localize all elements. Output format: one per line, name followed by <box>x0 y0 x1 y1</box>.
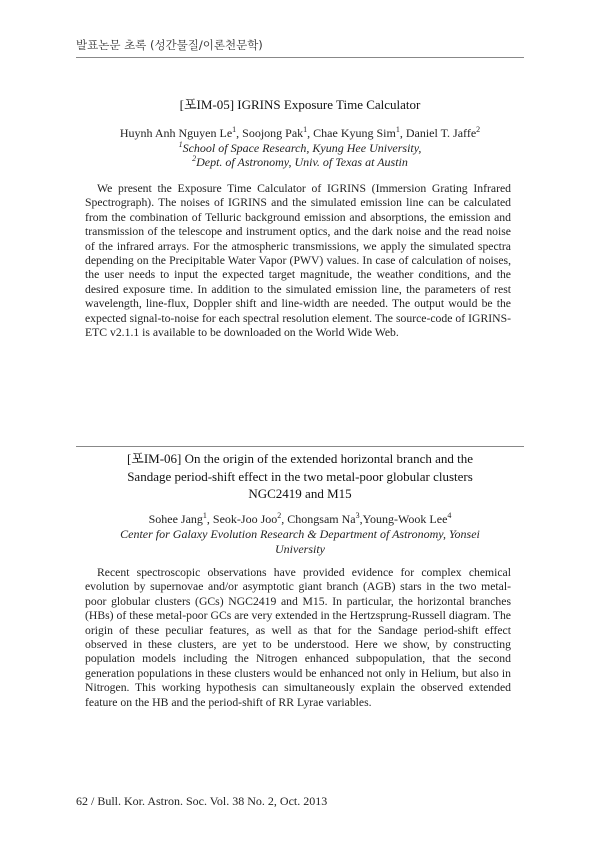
affil-text: Dept. of Astronomy, Univ. of Texas at Austin <box>196 155 408 169</box>
affil-mark: 1 <box>178 140 183 149</box>
title-line: NGC2419 and M15 <box>248 486 352 501</box>
paper-abstract-1: We present the Exposure Time Calculator of IGRINS (Immersion Grating Infrared Spectrograph). The noises of IGRINS and the simulated emission line can be calculated from the combination of Telluric background emission and absorptions, the emission and transmission of the telescope and instrument optics, and the dark noise and the read noise of the infrared arrays. For the atmospheric transmissions, we apply the simulated spectra depending on the Precipitable Water Vapor (PWV) values. In case of calculation of noises, the user needs to input the expected target magnitude, the weather conditions, and the desired exposure time. In addition to the simulated emission line, the parameters of rest wavelength, line-flux, Doppler shift and line-width are needed. The output would be the expected signal-to-noise for each spectral resolution element. The source-code of IGRINS-ETC v2.1.1 is available to be downloaded on the World Wide Web. <box>85 182 511 340</box>
title-line: [포IM-06] On the origin of the extended horizontal branch and the <box>126 451 474 466</box>
author-name: Young-Wook Lee <box>362 512 448 526</box>
affil-mark: 2 <box>192 154 197 163</box>
author-affil-mark: 1 <box>303 125 308 134</box>
paper-affiliation-2 <box>76 155 524 170</box>
paper-authors-1: Huynh Anh Nguyen Le$^1$, Soojong Pak$^1$, Chae Kyung Sim$^1$, Daniel T. Jaffe$^2$ <box>119 125 481 140</box>
author-name: Daniel T. Jaffe <box>405 126 477 140</box>
title-line: Sandage period-shift effect in the two metal-poor globular clusters <box>127 468 473 484</box>
running-header: 발표논문 초록 (성간물질/이론천문학) <box>76 38 263 52</box>
paper-authors-2: Sohee Jang$^1$, Seok-Joo Joo$^2$, Chongsam Na$^3$,Young-Wook Lee$^4$ <box>148 511 452 526</box>
author-name: Seok-Joo Joo <box>212 512 278 526</box>
author-affil-mark: 4 <box>447 511 452 520</box>
section-divider <box>76 446 524 447</box>
author-name: Soojong Pak <box>242 126 304 140</box>
paper-abstract-2: Recent spectroscopic observations have provided evidence for complex chemical evolution by supernovae and/or asymptotic giant branch (AGB) stars in the two metal-poor globular clusters (GCs) NGC2419 and M15. In particular, the horizontal branches (HBs) of these metal-poor GCs are very extended in the Hertzsprung-Russell diagram. The origin of these peculiar features, as well as that for the Sandage period-shift effect observed in these clusters, are yet to be understood. Here we show, by constructing population models including the Nitrogen enhanced subpopulation, that the second generation populations in these clusters would be enhanced not only in Helium, but also in Nitrogen. This working hypothesis can simultaneously explain the observed extended feature on the HB and the period-shift of RR Lyrae variables. <box>85 566 511 709</box>
author-affil-mark: 1 <box>232 125 237 134</box>
paper-affiliation-1 <box>76 141 524 156</box>
header-rule <box>76 57 524 58</box>
author-name: Huynh Anh Nguyen Le <box>119 126 233 140</box>
paper-title-2 <box>76 450 524 503</box>
paper-affiliation-3: Center for Galaxy Evolution Research & Department of Astronomy, Yonsei University <box>120 527 480 556</box>
author-affil-mark: 2 <box>277 511 282 520</box>
author-name: Chae Kyung Sim <box>313 126 396 140</box>
author-affil-mark: 2 <box>476 125 481 134</box>
affil-text: School of Space Research, Kyung Hee University, <box>182 141 422 155</box>
paper-title-1: [포IM-05] IGRINS Exposure Time Calculator <box>179 97 421 112</box>
page-footer: 62 / Bull. Kor. Astron. Soc. Vol. 38 No. 2, Oct. 2013 <box>76 794 328 808</box>
author-name: Chongsam Na <box>287 512 356 526</box>
author-affil-mark: 1 <box>202 511 207 520</box>
author-name: Sohee Jang <box>148 512 203 526</box>
author-affil-mark: 1 <box>395 125 400 134</box>
author-affil-mark: 3 <box>355 511 360 520</box>
